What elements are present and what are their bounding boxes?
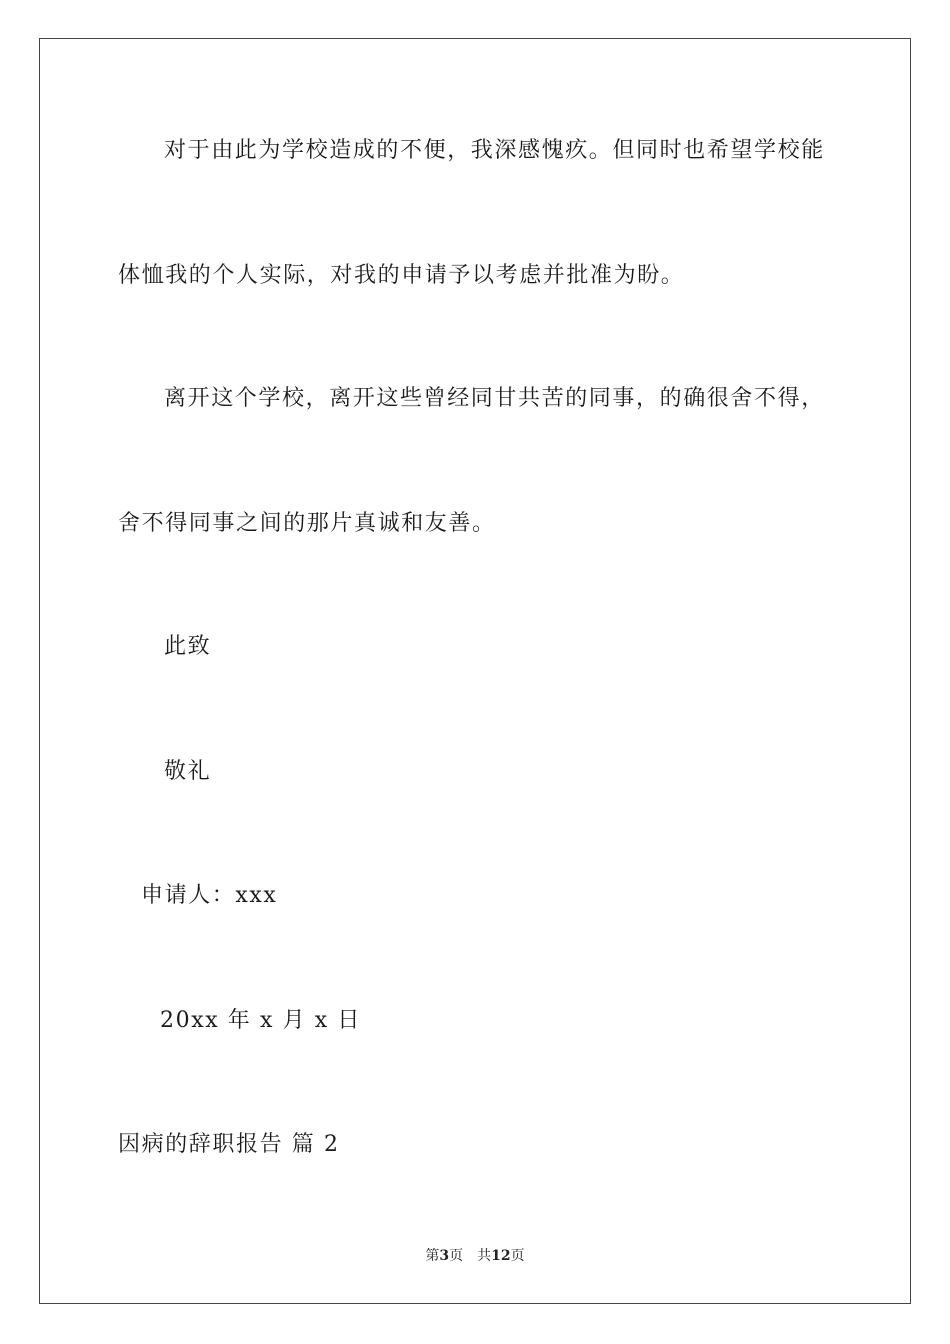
- closing-regards: 敬礼: [164, 759, 212, 784]
- paragraph-line-4: 舍不得同事之间的那片真诚和友善。: [118, 511, 496, 536]
- footer-total-prefix: 共: [477, 1248, 492, 1264]
- footer-page-suffix: 页: [449, 1248, 464, 1264]
- section-heading: 因病的辞职报告 篇 2: [118, 1132, 340, 1157]
- footer-page-current: 3: [439, 1248, 450, 1264]
- footer-page-total: 12: [491, 1248, 511, 1264]
- closing-salutation: 此致: [164, 634, 212, 659]
- applicant-signature: 申请人：xxx: [141, 883, 278, 908]
- footer-page-prefix: 第: [425, 1248, 440, 1264]
- paragraph-line-1: 对于由此为学校造成的不便，我深感愧疚。但同时也希望学校能: [164, 138, 825, 163]
- page-border: [39, 38, 911, 1304]
- page-footer: [0, 1247, 950, 1265]
- footer-total-suffix: 页: [510, 1248, 525, 1264]
- paragraph-line-2: 体恤我的个人实际，对我的申请予以考虑并批准为盼。: [118, 263, 685, 288]
- signature-date: 20xx 年 x 月 x 日: [160, 1008, 361, 1033]
- paragraph-line-3: 离开这个学校，离开这些曾经同甘共苦的同事，的确很舍不得，: [164, 386, 825, 411]
